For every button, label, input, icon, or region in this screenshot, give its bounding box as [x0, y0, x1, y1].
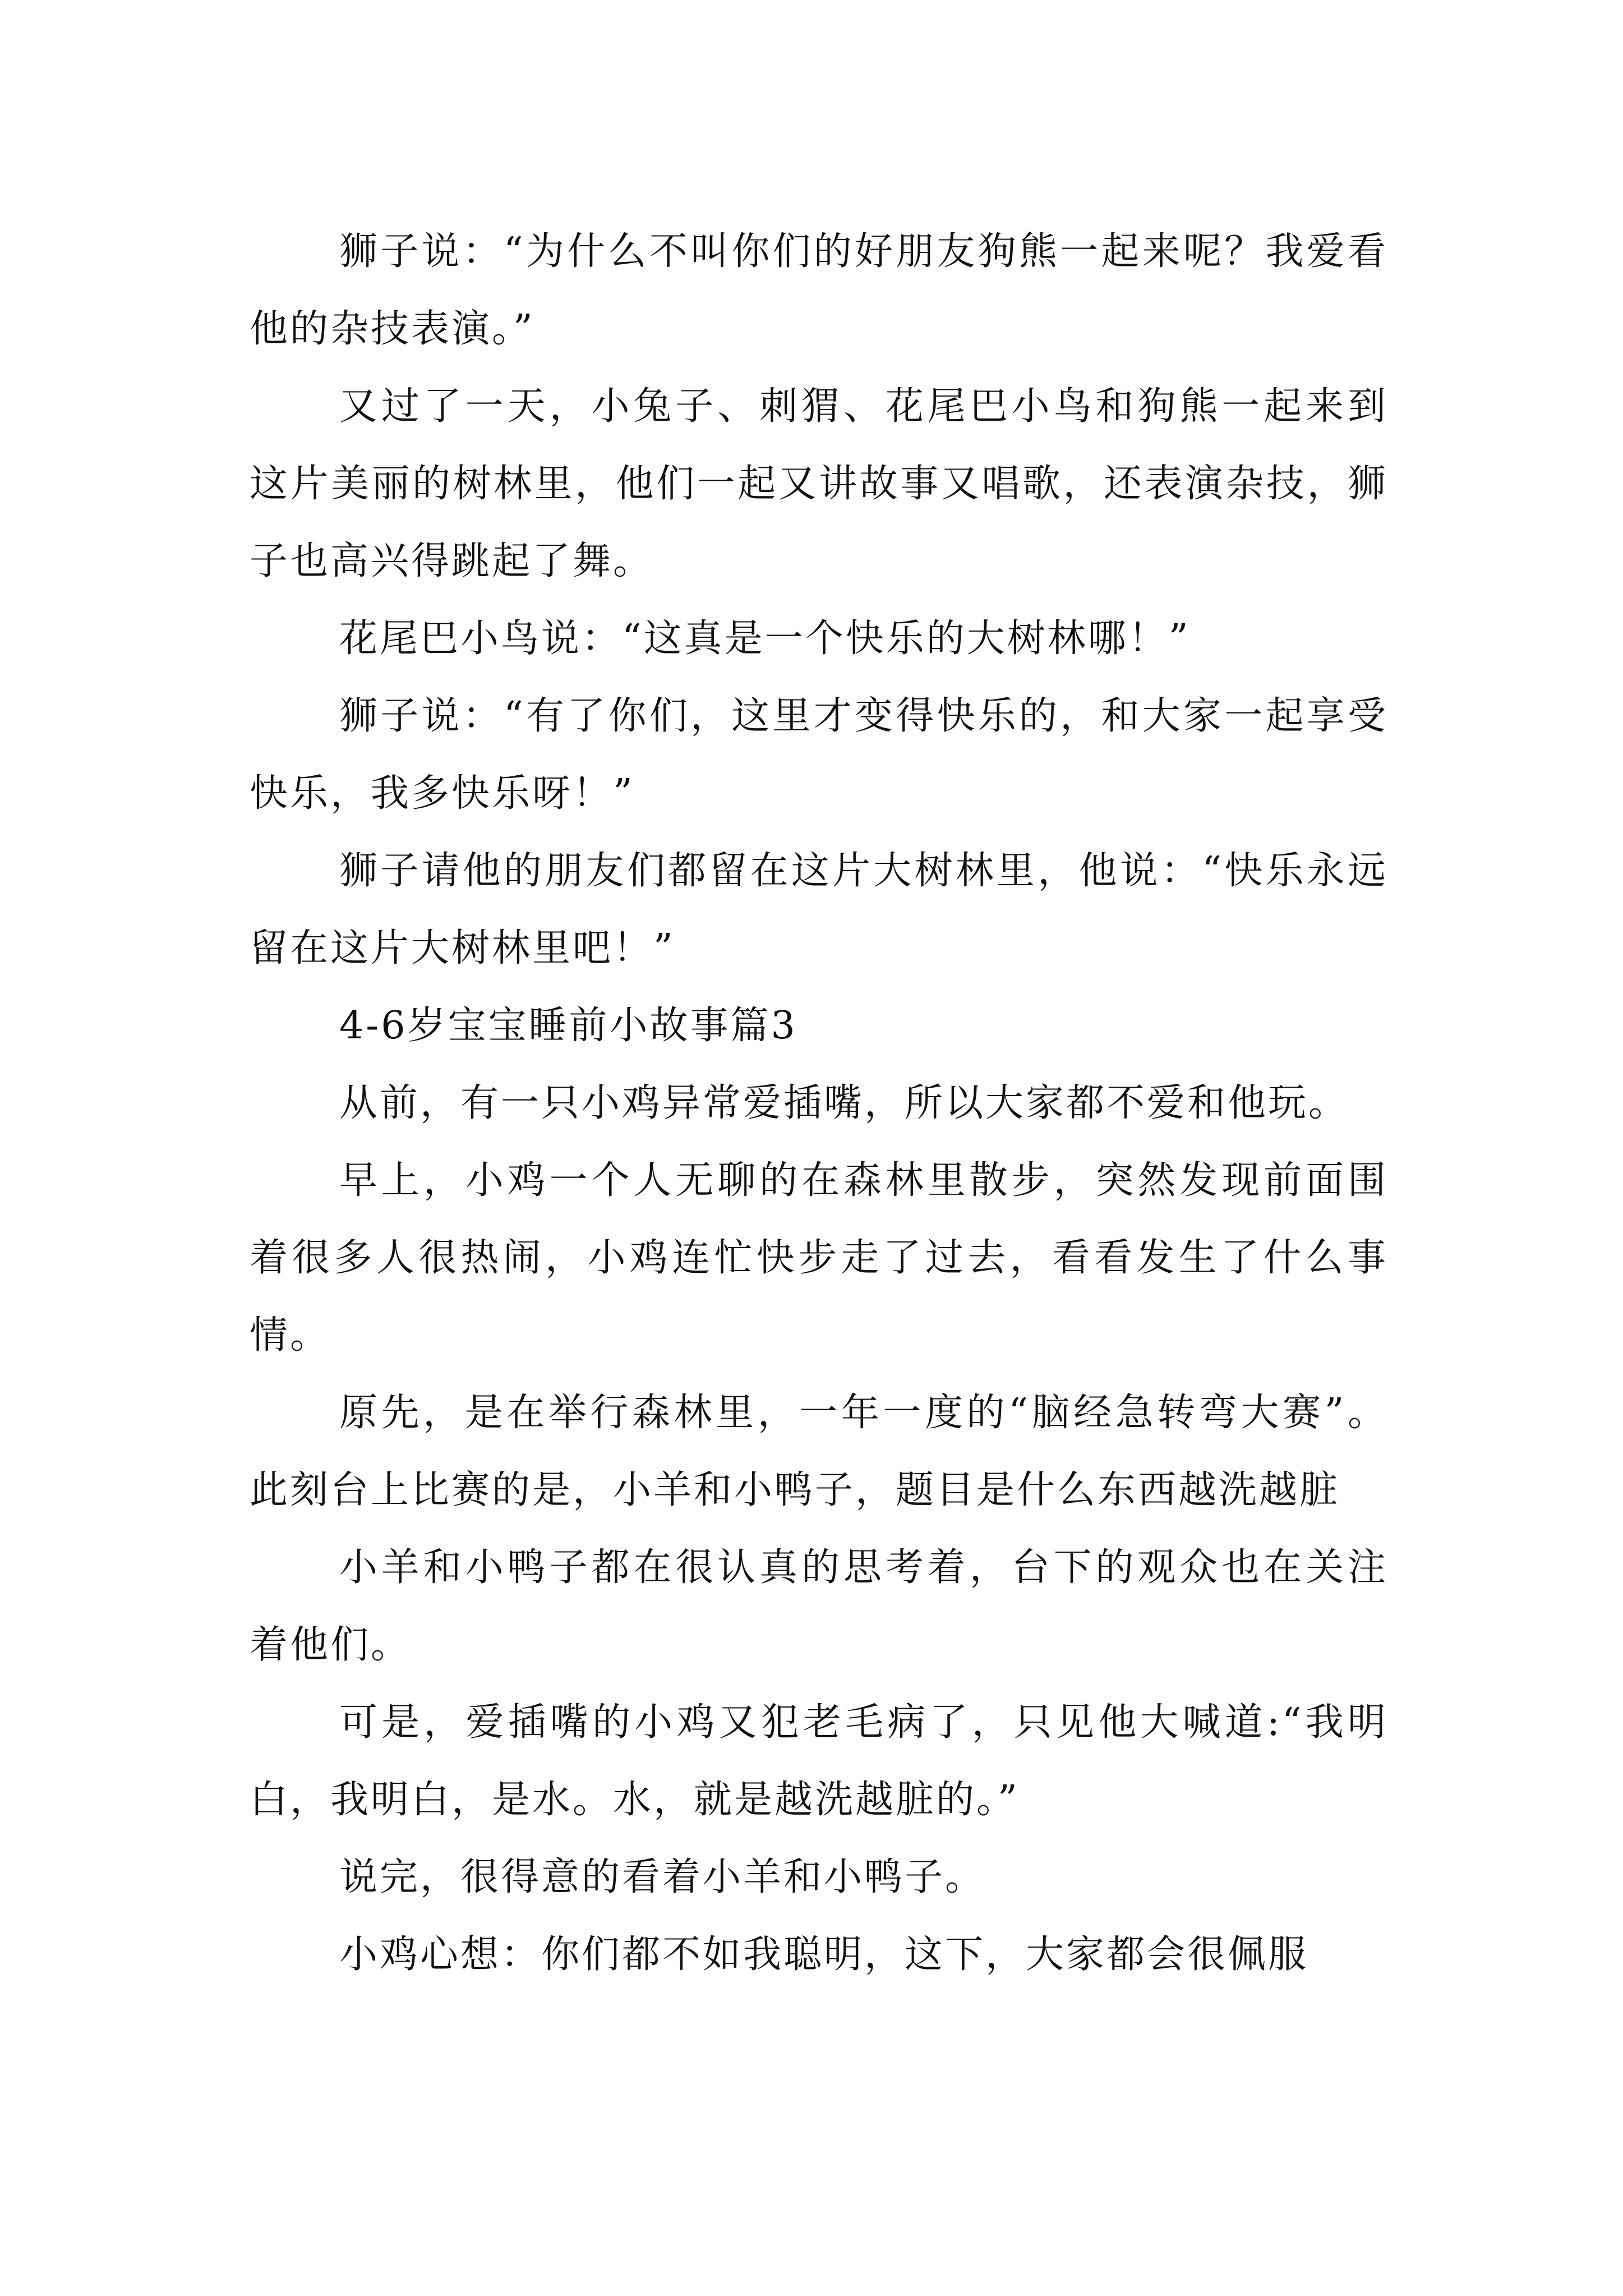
- section-heading: 4-6岁宝宝睡前小故事篇3: [339, 1004, 797, 1048]
- paragraph: 狮子说：“为什么不叫你们的好朋友狗熊一起来呢？我爱看他的杂技表演。”: [250, 229, 1388, 351]
- paragraph: 小鸡心想：你们都不如我聪明，这下，大家都会很佩服: [339, 1932, 1309, 1977]
- paragraph: 可是，爱插嘴的小鸡又犯老毛病了，只见他大喊道:“我明白，我明白，是水。水，就是越洗越脏的。”: [250, 1700, 1388, 1822]
- paragraph: 狮子说：“有了你们，这里才变得快乐的，和大家一起享受快乐，我多快乐呀！”: [250, 694, 1388, 816]
- paragraph: 从前，有一只小鸡异常爱插嘴，所以大家都不爱和他玩。: [339, 1081, 1349, 1125]
- paragraph: 又过了一天，小兔子、刺猬、花尾巴小鸟和狗熊一起来到这片美丽的树林里，他们一起又讲故事又唱歌，还表演杂技，狮子也高兴得跳起了舞。: [250, 384, 1388, 583]
- paragraph: 小羊和小鸭子都在很认真的思考着，台下的观众也在关注着他们。: [250, 1545, 1388, 1667]
- paragraph: 说完，很得意的看着小羊和小鸭子。: [339, 1855, 986, 1899]
- paragraph: 狮子请他的朋友们都留在这片大树林里，他说：“快乐永远留在这片大树林里吧！”: [250, 849, 1388, 970]
- document-body: [250, 213, 1388, 1994]
- paragraph: 原先，是在举行森林里，一年一度的“脑经急转弯大赛”。此刻台上比赛的是，小羊和小鸭子，题目是什么东西越洗越脏: [250, 1391, 1388, 1512]
- paragraph: 早上，小鸡一个人无聊的在森林里散步，突然发现前面围着很多人很热闹，小鸡连忙快步走了过去，看看发生了什么事情。: [250, 1158, 1388, 1358]
- paragraph: 花尾巴小鸟说：“这真是一个快乐的大树林哪！”: [339, 616, 1191, 661]
